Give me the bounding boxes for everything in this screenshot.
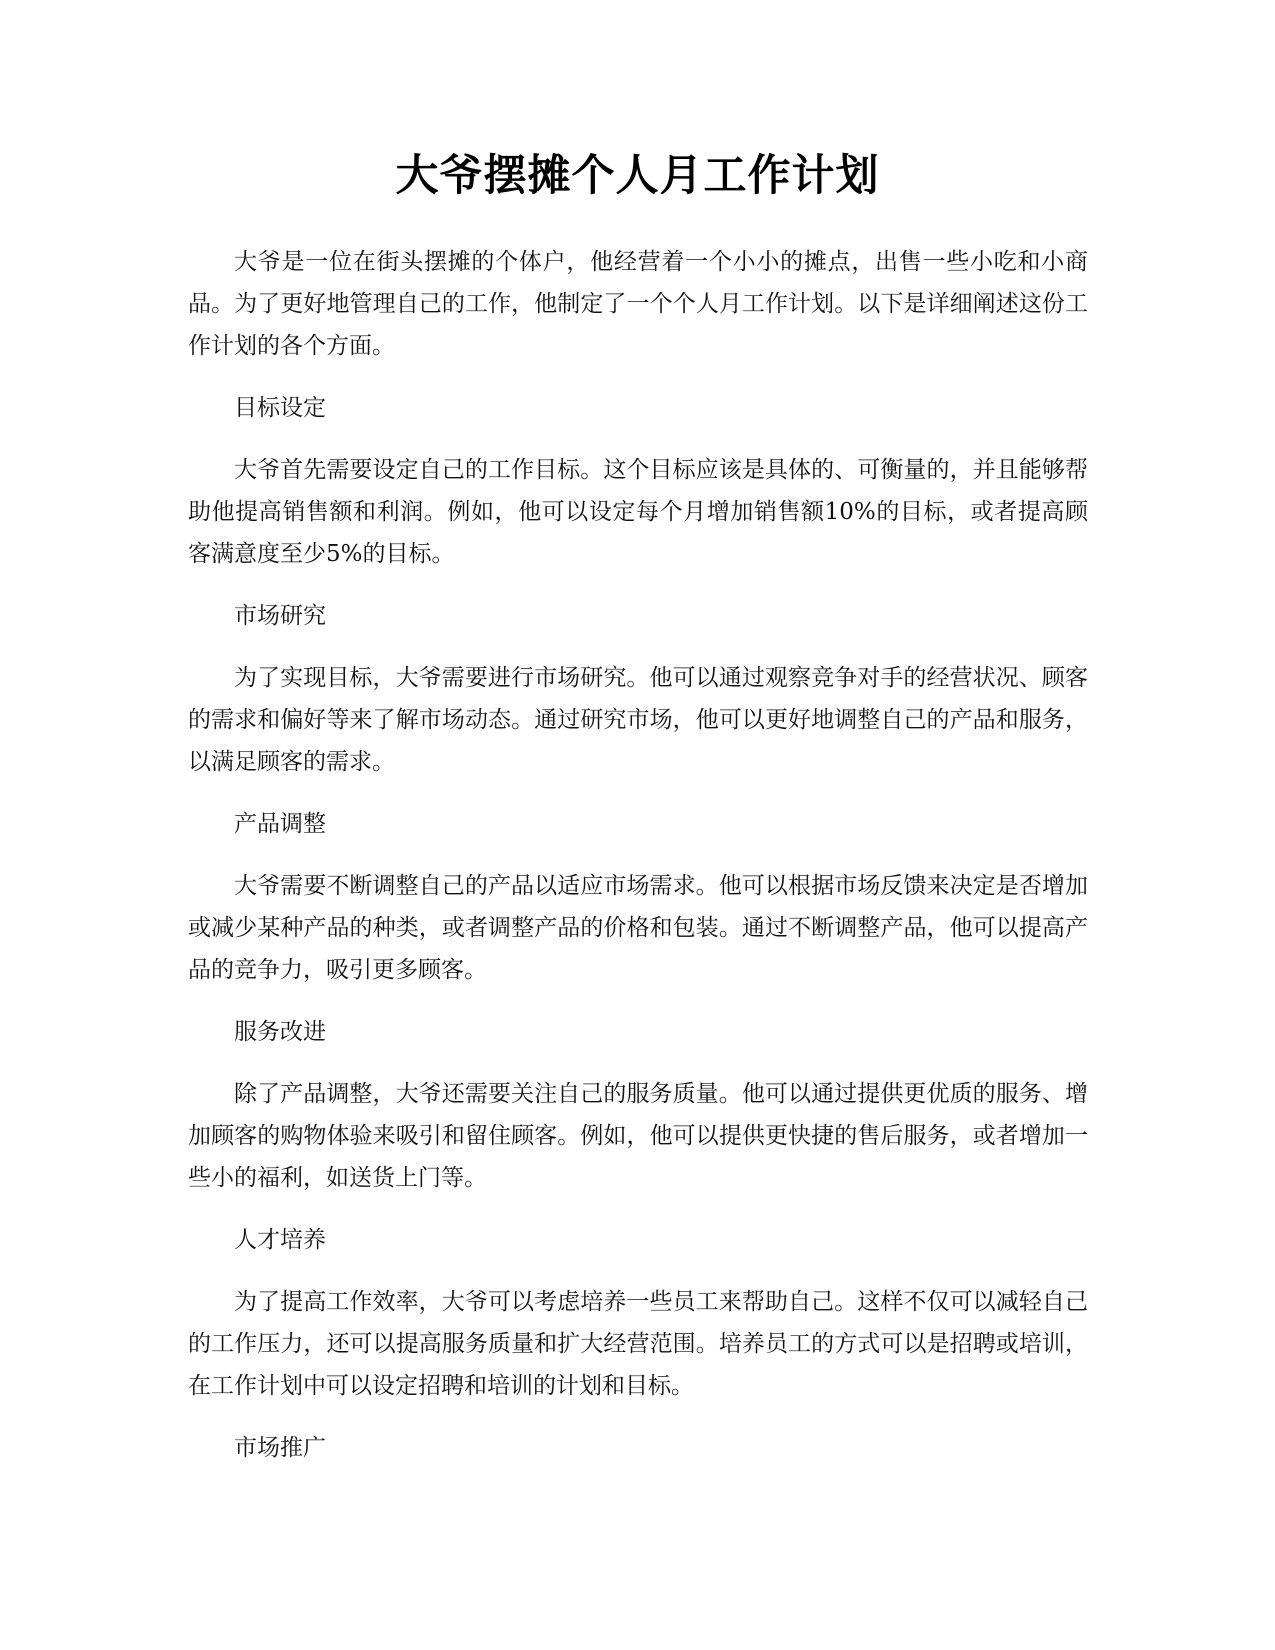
talent-development-paragraph: 为了提高工作效率，大爷可以考虑培养一些员工来帮助自己。这样不仅可以减轻自己的工作压力，还可以提高服务质量和扩大经营范围。培养员工的方式可以是招聘或培训，在工作计划中可以设定招聘和培训的计划和目标。: [188, 1289, 1088, 1399]
intro-paragraph: 大爷是一位在街头摆摊的个体户，他经营着一个小小的摊点，出售一些小吃和小商品。为了更好地管理自己的工作，他制定了一个个人月工作计划。以下是详细阐述这份工作计划的各个方面。: [188, 249, 1088, 359]
market-research-paragraph: 为了实现目标，大爷需要进行市场研究。他可以通过观察竞争对手的经营状况、顾客的需求和偏好等来了解市场动态。通过研究市场，他可以更好地调整自己的产品和服务，以满足顾客的需求。: [188, 665, 1088, 775]
section-heading-market-research: 市场研究: [234, 603, 326, 629]
document-title: 大爷摆摊个人月工作计划: [395, 151, 880, 201]
goal-setting-paragraph: 大爷首先需要设定自己的工作目标。这个目标应该是具体的、可衡量的，并且能够帮助他提高销售额和利润。例如，他可以设定每个月增加销售额10%的目标，或者提高顾客满意度至少5%的目标。: [188, 457, 1088, 567]
section-heading-product-adjustment: 产品调整: [234, 811, 326, 837]
section-heading-goal-setting: 目标设定: [234, 395, 326, 421]
product-adjustment-paragraph: 大爷需要不断调整自己的产品以适应市场需求。他可以根据市场反馈来决定是否增加或减少某种产品的种类，或者调整产品的价格和包装。通过不断调整产品，他可以提高产品的竞争力，吸引更多顾客。: [188, 873, 1088, 983]
section-heading-market-promotion: 市场推广: [234, 1435, 326, 1461]
section-heading-service-improvement: 服务改进: [234, 1019, 326, 1045]
section-heading-talent-development: 人才培养: [234, 1227, 326, 1253]
service-improvement-paragraph: 除了产品调整，大爷还需要关注自己的服务质量。他可以通过提供更优质的服务、增加顾客的购物体验来吸引和留住顾客。例如，他可以提供更快捷的售后服务，或者增加一些小的福利，如送货上门等。: [188, 1081, 1088, 1191]
document-body: [188, 241, 1088, 1489]
